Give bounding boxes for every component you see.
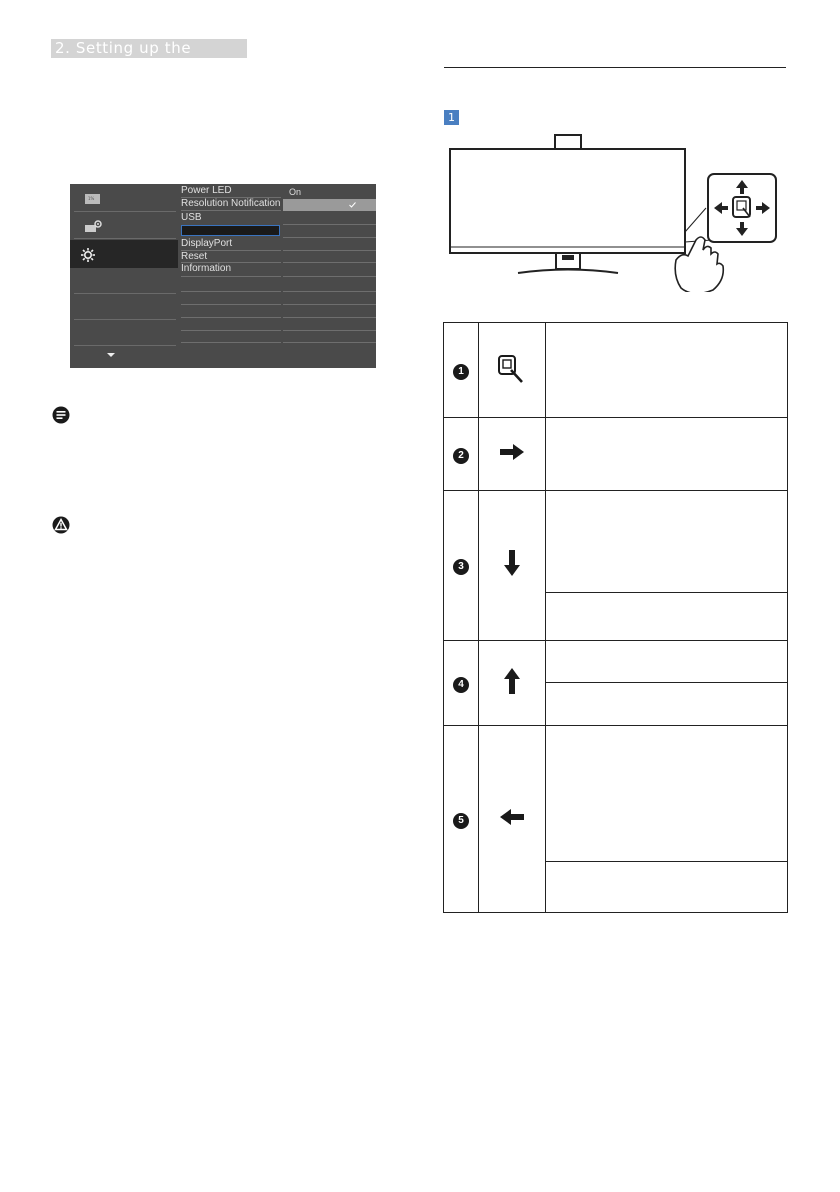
number-badge: 1 (453, 364, 469, 380)
number-badge: 2 (453, 448, 469, 464)
header-rule (444, 67, 786, 68)
osd-category-pip[interactable] (74, 213, 176, 239)
key-icon-cell (479, 641, 546, 726)
key-icon-cell (479, 491, 546, 641)
arrow-up-icon (503, 667, 521, 695)
osd-value-list (283, 184, 376, 368)
gear-icon (80, 247, 96, 263)
key-function-table (443, 322, 788, 912)
note-icon (52, 406, 70, 424)
osd-category-picture[interactable] (74, 186, 176, 212)
number-badge: 4 (453, 677, 469, 693)
arrow-left-icon (499, 808, 525, 826)
description-cell (546, 862, 788, 913)
osd-item-displayport[interactable]: DisplayPort (181, 238, 233, 249)
description-cell (546, 418, 788, 491)
chevron-down-icon[interactable] (107, 353, 115, 358)
checkmark-icon (349, 202, 356, 208)
osd-category-4[interactable] (74, 268, 176, 294)
row-number-cell (444, 418, 479, 491)
description-cell (546, 593, 788, 641)
osd-item-resolution-notification[interactable]: Resolution Notification (181, 198, 281, 209)
osd-item-usb[interactable]: USB (181, 212, 202, 223)
osd-item-power-led[interactable]: Power LED (181, 185, 232, 196)
arrow-right-icon (499, 443, 525, 461)
monitor-illustration (440, 130, 790, 292)
figure-badge: 1 (444, 110, 459, 125)
warning-icon (52, 516, 70, 534)
row-number-cell (444, 641, 479, 726)
table-row (444, 491, 788, 593)
description-cell (546, 726, 788, 862)
key-icon-cell (479, 418, 546, 491)
number-badge: 5 (453, 813, 469, 829)
ok-key-icon (495, 351, 529, 385)
row-number-cell (444, 726, 479, 913)
svg-text:1%: 1% (88, 196, 95, 201)
description-cell (546, 641, 788, 683)
osd-item-information[interactable]: Information (181, 263, 232, 274)
row-number-cell (444, 323, 479, 418)
table-row (444, 726, 788, 862)
table-row (444, 323, 788, 418)
section-title: 2. Setting up the monitor (51, 39, 247, 58)
row-number-cell (444, 491, 479, 641)
key-icon-cell (479, 726, 546, 913)
osd-category-setup[interactable] (70, 240, 178, 268)
key-icon-cell (479, 323, 546, 418)
osd-item-highlight[interactable] (181, 225, 280, 236)
picture-icon (84, 192, 102, 206)
pip-settings-icon (84, 219, 104, 235)
osd-category-panel (70, 184, 178, 368)
number-badge: 3 (453, 559, 469, 575)
description-cell (546, 683, 788, 726)
table-row (444, 641, 788, 683)
osd-category-6[interactable] (74, 320, 176, 346)
osd-value-selected[interactable] (283, 199, 376, 211)
osd-category-5[interactable] (74, 294, 176, 320)
description-cell (546, 323, 788, 418)
osd-item-list (181, 184, 281, 368)
osd-value-on[interactable]: On (289, 187, 302, 197)
table-row (444, 418, 788, 491)
osd-menu (70, 184, 376, 368)
arrow-down-icon (503, 549, 521, 577)
osd-item-reset[interactable]: Reset (181, 251, 208, 262)
description-cell (546, 491, 788, 593)
